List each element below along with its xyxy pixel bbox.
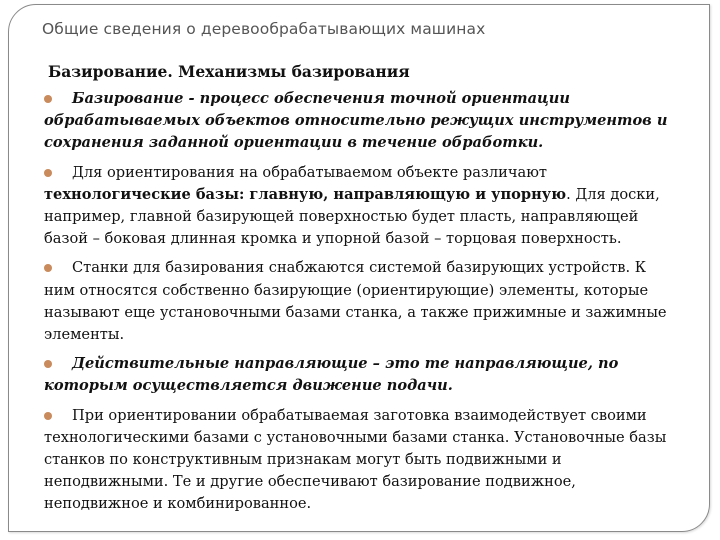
orientation-text: При ориентировании обрабатываемая заготовка взаимодействует своими технологическими базами с установочными базами станка. Установочные базы станков по конструктивным признакам могут быть подвижными и неподвижными. Те и другие обеспечивают базирование подвижное, неподвижное и комбинированное. bbox=[44, 406, 667, 513]
round-bullet-icon bbox=[44, 95, 52, 103]
paragraph-machine-devices bbox=[44, 257, 680, 346]
round-bullet-icon bbox=[44, 360, 52, 368]
paragraph-definition bbox=[44, 88, 680, 155]
paragraph-guides bbox=[44, 353, 680, 397]
slide-header: Общие сведения о деревообрабатывающих машинах bbox=[42, 20, 486, 38]
round-bullet-icon bbox=[44, 264, 52, 272]
bases-bold-text: технологические базы: главную, направляющую и упорную bbox=[44, 185, 567, 203]
round-bullet-icon bbox=[44, 412, 52, 420]
guides-text: Действительные направляющие – это те направляющие, по которым осуществляется движение подачи. bbox=[44, 355, 619, 395]
slide-title: Базирование. Механизмы базирования bbox=[48, 62, 410, 81]
bases-intro-text: Для ориентирования на обрабатываемом объекте различают bbox=[72, 163, 547, 181]
paragraph-orientation bbox=[44, 405, 680, 516]
paragraph-technological-bases bbox=[44, 162, 680, 251]
machine-devices-text: Станки для базирования снабжаются системой базирующих устройств. К ним относятся собственно базирующие (ориентирующие) элементы, которые называют еще установочными базами станка, а также прижимные и зажимные элементы. bbox=[44, 259, 667, 344]
bases-rest-text: . Для доски, например, главной базирующей поверхностью будет пласть, направляющей базой – боковая длинная кромка и упорной базой – торцовая поверхность. bbox=[44, 185, 660, 248]
definition-text: Базирование - процесс обеспечения точной ориентации обрабатываемых объектов относительно режущих инструментов и сохранения заданной ориентации в течение обработки. bbox=[44, 90, 668, 152]
round-bullet-icon bbox=[44, 169, 52, 177]
slide-content bbox=[44, 88, 680, 523]
